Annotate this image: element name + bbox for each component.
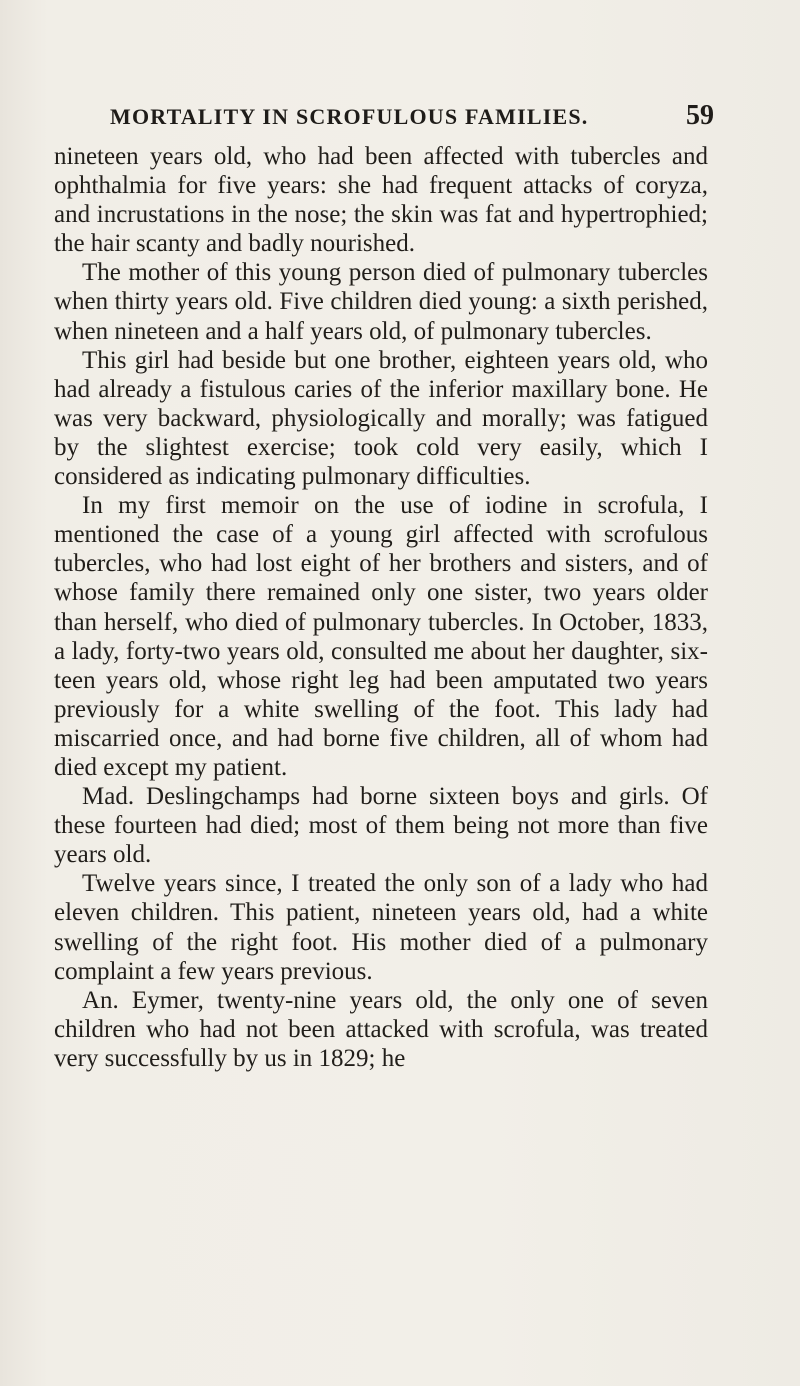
paragraph-deslingchamps: Mad. Deslingchamps had borne sixteen boys and girls. Of these fourteen had died; most of them being not more than five years old. <box>54 783 708 869</box>
paragraph-brother-caries: This girl had beside but one brother, eighteen years old, who had already a fistulous caries of the inferior maxillary bone. He was very backward, physiologically and morally; was fatigued by the slightest exercise; took cold very easily, which I considered as indicating pulmonary difficulties. <box>54 346 708 491</box>
paragraph-mother-tubercles: The mother of this young person died of pulmonary tubercles when thirty years old. Five children died young: a sixth perished, when nineteen and a half years old, of pulmonary tubercles. <box>54 259 708 345</box>
running-head: MORTALITY IN SCROFULOUS FAMILIES. <box>110 104 589 129</box>
paragraph-continuation: nineteen years old, who had been affected with tubercles and ophthalmia for five years: she had frequent attacks of coryza, and incrustations in the nose; the skin was fat and hypertrophied; the hair scanty and badly nourished. <box>54 143 708 258</box>
page-number: 59 <box>686 100 714 131</box>
paragraph-eymer: An. Eymer, twenty-nine years old, the only one of seven children who had not been attacked with scrofula, was treated very successfully by us in 1829; he <box>54 986 708 1072</box>
paragraph-only-son: Twelve years since, I treated the only son of a lady who had eleven children. This patient, nineteen years old, had a white swelling of the right foot. His mother died of a pulmonary complaint a few years previous. <box>54 870 708 985</box>
paragraph-iodine-memoir: In my first memoir on the use of iodine in scrofula, I mentioned the case of a young girl affected with scrofulous tubercles, who had lost eight of her brothers and sisters, and of whose family there remained only one sister, two years older than herself, who died of pulmonary tubercles. In October, 1833, a lady, forty-two years old, consulted me about her daughter, sixteen years old, whose right leg had been amputated two years previously for a white swelling of the foot. This lady had miscarried once, and had borne five children, all of whom had died except my patient. <box>54 492 708 781</box>
body-text <box>54 142 708 1073</box>
page-header <box>110 100 714 134</box>
